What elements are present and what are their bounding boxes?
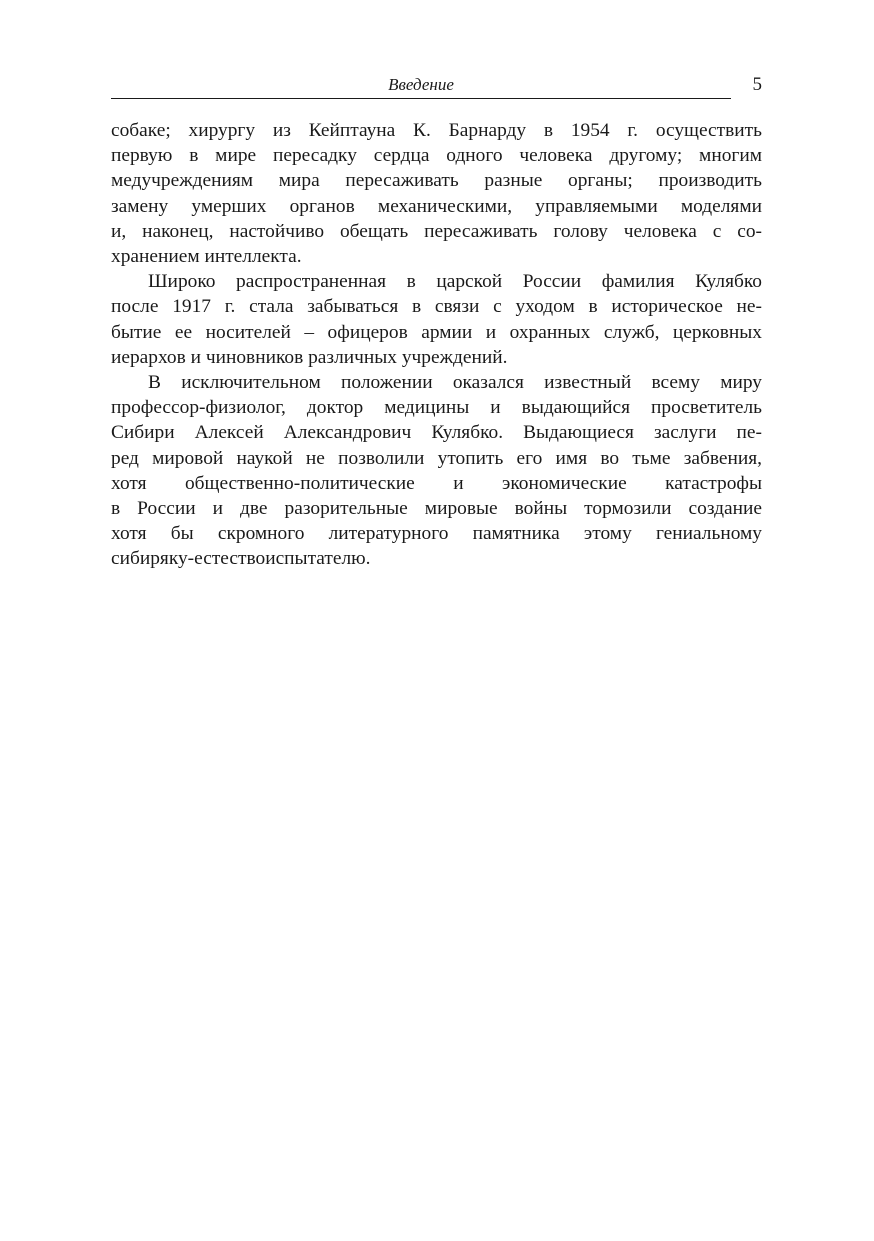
text-line: иерархов и чиновников различных учреждений.	[111, 346, 508, 368]
text-line: хотя бы скромного литературного памятника этому гениальному	[111, 523, 762, 545]
text-line: первую в мире пересадку сердца одного человека другому; многим	[111, 145, 762, 167]
paragraph-2	[111, 269, 762, 370]
header-rule	[111, 98, 731, 99]
text-line: Сибири Алексей Александрович Кулябко. Выдающиеся заслуги пе-	[111, 422, 762, 444]
text-line: медучреждениям мира пересаживать разные органы; производить	[111, 170, 762, 192]
text-line: собаке; хирургу из Кейптауна К. Барнарду в 1954 г. осуществить	[111, 120, 762, 141]
page-header	[111, 74, 762, 100]
body-text	[111, 118, 762, 572]
paragraph-3	[111, 370, 762, 572]
text-line: замену умерших органов механическими, управляемыми моделями	[111, 195, 762, 217]
page-number: 5	[752, 74, 762, 95]
paragraph-1	[111, 118, 762, 269]
running-title: Введение	[388, 75, 454, 94]
text-line: бытие ее носителей – офицеров армии и охранных служб, церковных	[111, 321, 762, 343]
text-line: профессор-физиолог, доктор медицины и выдающийся просветитель	[111, 397, 762, 419]
text-line: в России и две разорительные мировые войны тормозили создание	[111, 498, 762, 520]
text-line: В исключительном положении оказался известный всему миру	[148, 372, 762, 394]
text-line: ред мировой наукой не позволили утопить его имя во тьме забвения,	[111, 447, 762, 469]
text-line: после 1917 г. стала забываться в связи с уходом в историческое не-	[111, 296, 762, 318]
text-line: сибиряку-естествоиспытателю.	[111, 548, 371, 570]
text-line: хотя общественно-политические и экономические катастрофы	[111, 472, 762, 494]
text-line: и, наконец, настойчиво обещать пересаживать голову человека с со-	[111, 220, 762, 242]
text-line: хранением интеллекта.	[111, 246, 302, 268]
text-line: Широко распространенная в царской России фамилия Кулябко	[148, 271, 762, 293]
